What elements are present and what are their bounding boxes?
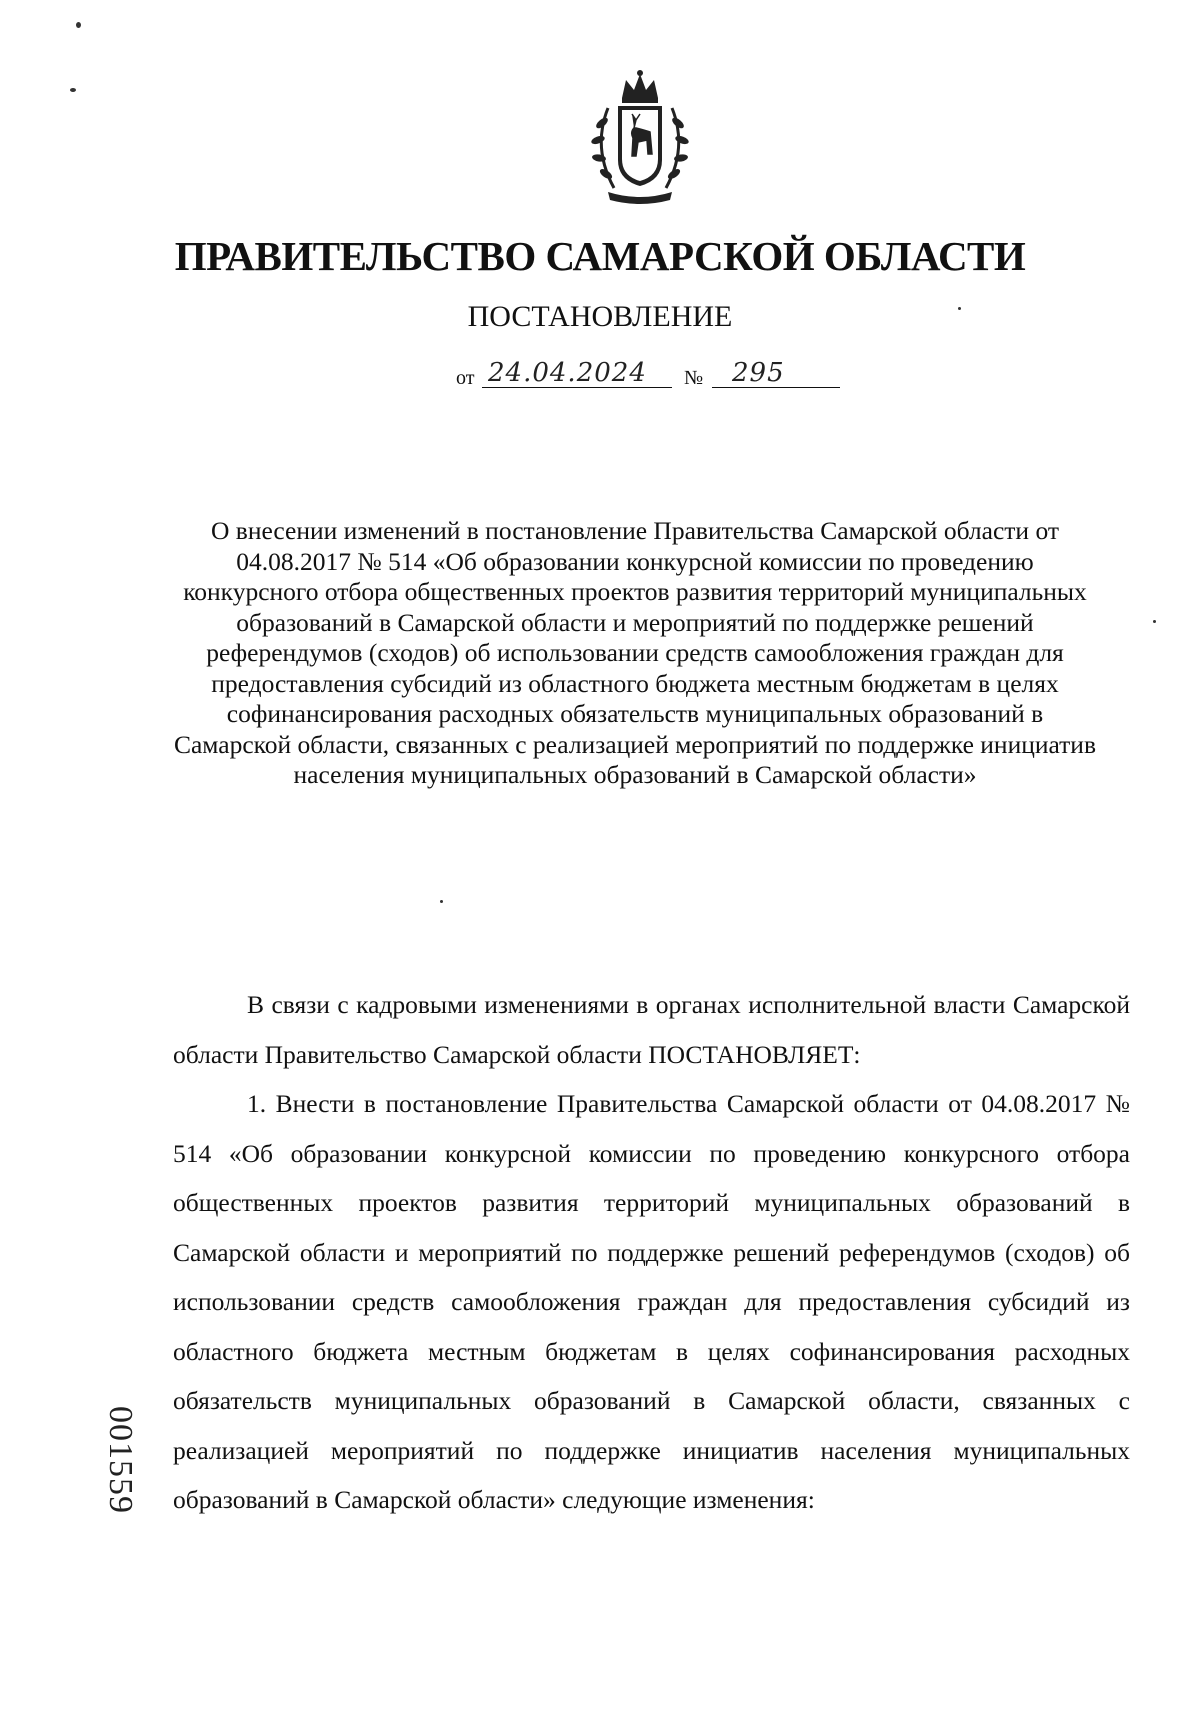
body-paragraph-2: 1. Внести в постановление Правительства Самарской области от 04.08.2017 № 514 «Об образовании конкурсной комиссии по проведению конкурсного отбора общественных проектов развития территорий муниципальных образований в Самарской области и мероприятий по поддержке решений референдумов (сходов) об использовании средств самообложения граждан для предоставления субсидий из областного бюджета местным бюджетам в целях софинансирования расходных обязательств муниципальных образований в Самарской области, связанных с реализацией мероприятий по поддержке инициатив населения муниципальных образований в Самарской области» следующие изменения: [173,1089,1130,1514]
date-label: от [456,367,475,389]
scan-speck [440,900,443,903]
handwritten-date: 24.04.2024 [488,358,647,388]
number-label: № [684,367,704,389]
scan-speck [76,22,81,28]
document-type: ПОСТАНОВЛЕНИЕ [467,300,733,333]
scan-speck [958,307,961,310]
document-body [173,980,1130,1525]
registration-number: 001559 [102,1406,139,1514]
organization-title: ПРАВИТЕЛЬСТВО САМАРСКОЙ ОБЛАСТИ [174,233,1026,279]
handwritten-number: 295 [732,358,785,388]
scan-speck [70,88,76,92]
body-paragraph-1: В связи с кадровыми изменениями в органах исполнительной власти Самарской области Правительство Самарской области ПОСТАНОВЛЯЕТ: [173,990,1130,1069]
document-subject: О внесении изменений в постановление Правительства Самарской области от 04.08.2017 № 514 «Об образовании конкурсной комиссии по проведению конкурсного отбора общественных проектов развития территорий муниципальных образований в Самарской области и мероприятий по поддержке решений референдумов (сходов) об использовании средств самообложения граждан для предоставления субсидий из областного бюджета местным бюджетам в целях софинансирования расходных обязательств муниципальных образований в Самарской области, связанных с реализацией мероприятий по поддержке инициатив населения муниципальных образований в Самарской области» [173,516,1096,789]
scan-speck [1153,620,1156,623]
date-number-line [456,360,840,394]
samara-coat-of-arms-icon [578,68,702,208]
